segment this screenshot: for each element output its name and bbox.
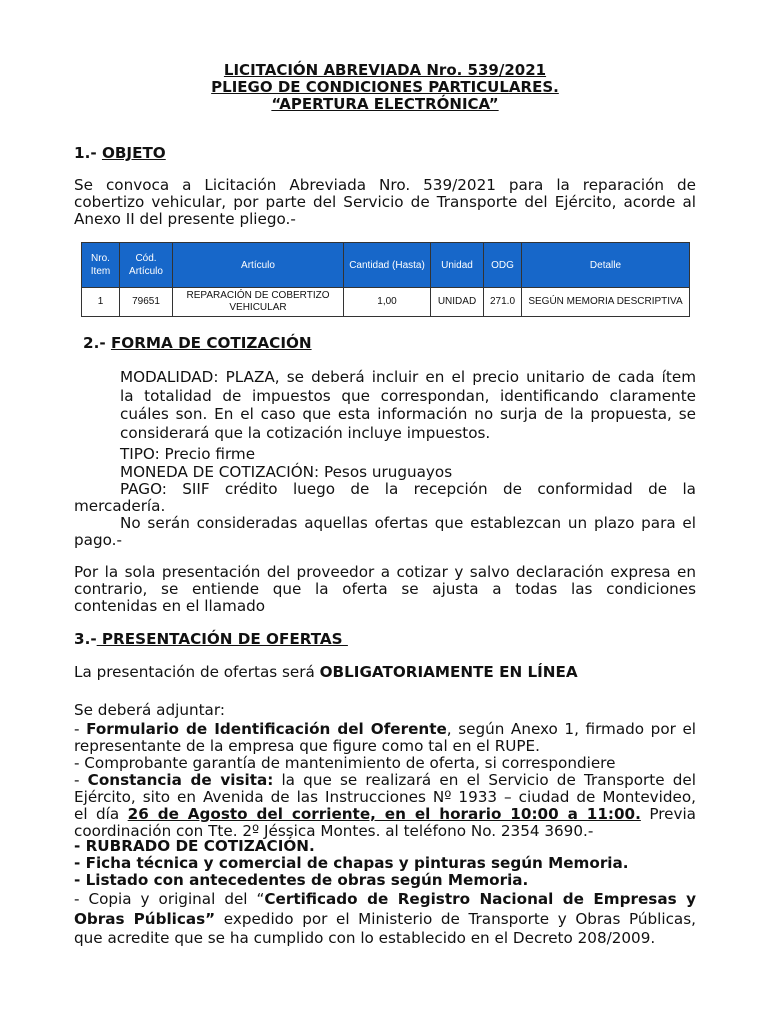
doc-title-line3: “APERTURA ELECTRÓNICA” (271, 95, 499, 113)
doc-title-line1: LICITACIÓN ABREVIADA Nro. 539/2021 (223, 61, 547, 79)
ficha-line: - Ficha técnica y comercial de chapas y pinturas según Memoria. (74, 854, 629, 872)
no-seran-line2: pago.- (74, 531, 122, 549)
section-2-heading: 2.- FORMA DE COTIZACIÓN (83, 334, 312, 352)
items-table (81, 242, 690, 317)
cell-article: REPARACIÓN DE COBERTIZO VEHICULAR (173, 288, 344, 317)
col-header-article: Artículo (173, 243, 344, 288)
adjuntar-line: Se deberá adjuntar: (74, 701, 225, 719)
copia-line3: que acredite que se ha cumplido con lo establecido en el Decreto 208/2009. (74, 929, 656, 947)
section-1-heading: 1.- OBJETO (74, 144, 166, 162)
doc-title-line2: PLIEGO DE CONDICIONES PARTICULARES. (211, 78, 559, 96)
section-1-text-line3: Anexo II del presente pliego.- (74, 210, 296, 228)
section-1-text-line1: Se convoca a Licitación Abreviada Nro. 539/2021 para la reparación de (74, 176, 696, 194)
cell-quantity: 1,00 (344, 288, 431, 317)
copia-line1: - Copia y original del “Certificado de Registro Nacional de Empresas y (74, 890, 696, 908)
por-la-sola-line2: contrario, se entiende que la oferta se ajusta a todas las condiciones (74, 580, 696, 598)
listado-line: - Listado con antecedentes de obras según Memoria. (74, 871, 529, 889)
formulario-line1: - Formulario de Identificación del Oferente, según Anexo 1, firmado por el (74, 720, 697, 738)
constancia-line4: coordinación con Tte. 2º Jéssica Montes. al teléfono No. 2354 3690.- (74, 822, 594, 840)
presentacion-line: La presentación de ofertas será OBLIGATORIAMENTE EN LÍNEA (74, 663, 578, 681)
por-la-sola-line1: Por la sola presentación del proveedor a cotizar y salvo declaración expresa en (74, 563, 696, 581)
modalidad-line1: MODALIDAD: PLAZA, se deberá incluir en el precio unitario de cada ítem (120, 368, 696, 386)
constancia-line1: - Constancia de visita: la que se realizará en el Servicio de Transporte del (74, 771, 696, 789)
col-header-detail: Detalle (522, 243, 690, 288)
no-seran-line1: No serán consideradas aquellas ofertas que establezcan un plazo para el (120, 514, 696, 532)
rubrado-line: - RUBRADO DE COTIZACIÓN. (74, 837, 315, 855)
modalidad-line3: cuáles son. En el caso que esta información no surja de la propuesta, se (120, 405, 696, 424)
constancia-line3: el día 26 de Agosto del corriente, en el horario 10:00 a 11:00. Previa (74, 805, 696, 823)
col-header-item: Nro. Item (82, 243, 120, 288)
table-header-row (82, 243, 690, 288)
pago-line2: mercadería. (74, 497, 166, 515)
table-row (82, 288, 690, 317)
cell-unit: UNIDAD (431, 288, 484, 317)
section-3-heading: 3.- PRESENTACIÓN DE OFERTAS (74, 630, 348, 648)
col-header-quantity: Cantidad (Hasta) (344, 243, 431, 288)
modalidad-line2: la totalidad de impuestos que correspondan, identificando claramente (120, 386, 696, 405)
col-header-code: Cód. Artículo (120, 243, 173, 288)
modalidad-line4: considerará que la cotización incluye impuestos. (120, 423, 491, 442)
tipo-line: TIPO: Precio firme (120, 445, 256, 463)
modalidad-block (120, 368, 696, 442)
col-header-odg: ODG (484, 243, 522, 288)
cell-odg: 271.0 (484, 288, 522, 317)
cell-item: 1 (82, 288, 120, 317)
por-la-sola-line3: contenidas en el llamado (74, 597, 266, 615)
cell-detail: SEGÚN MEMORIA DESCRIPTIVA (522, 288, 690, 317)
formulario-line2: representante de la empresa que figure como tal en el RUPE. (74, 737, 540, 755)
comprobante-line: - Comprobante garantía de mantenimiento de oferta, si correspondiere (74, 754, 616, 772)
col-header-unit: Unidad (431, 243, 484, 288)
cell-code: 79651 (120, 288, 173, 317)
section-1-text-line2: cobertizo vehicular, por parte del Servicio de Transporte del Ejército, acorde al (74, 193, 696, 211)
moneda-line: MONEDA DE COTIZACIÓN: Pesos uruguayos (120, 463, 453, 481)
constancia-line2: Ejército, sito en Avenida de las Instrucciones Nº 1933 – ciudad de Montevideo, (74, 788, 696, 806)
pago-line1: PAGO: SIIF crédito luego de la recepción de conformidad de la (120, 480, 696, 498)
copia-line2: Obras Públicas” expedido por el Ministerio de Transporte y Obras Públicas, (74, 910, 696, 928)
